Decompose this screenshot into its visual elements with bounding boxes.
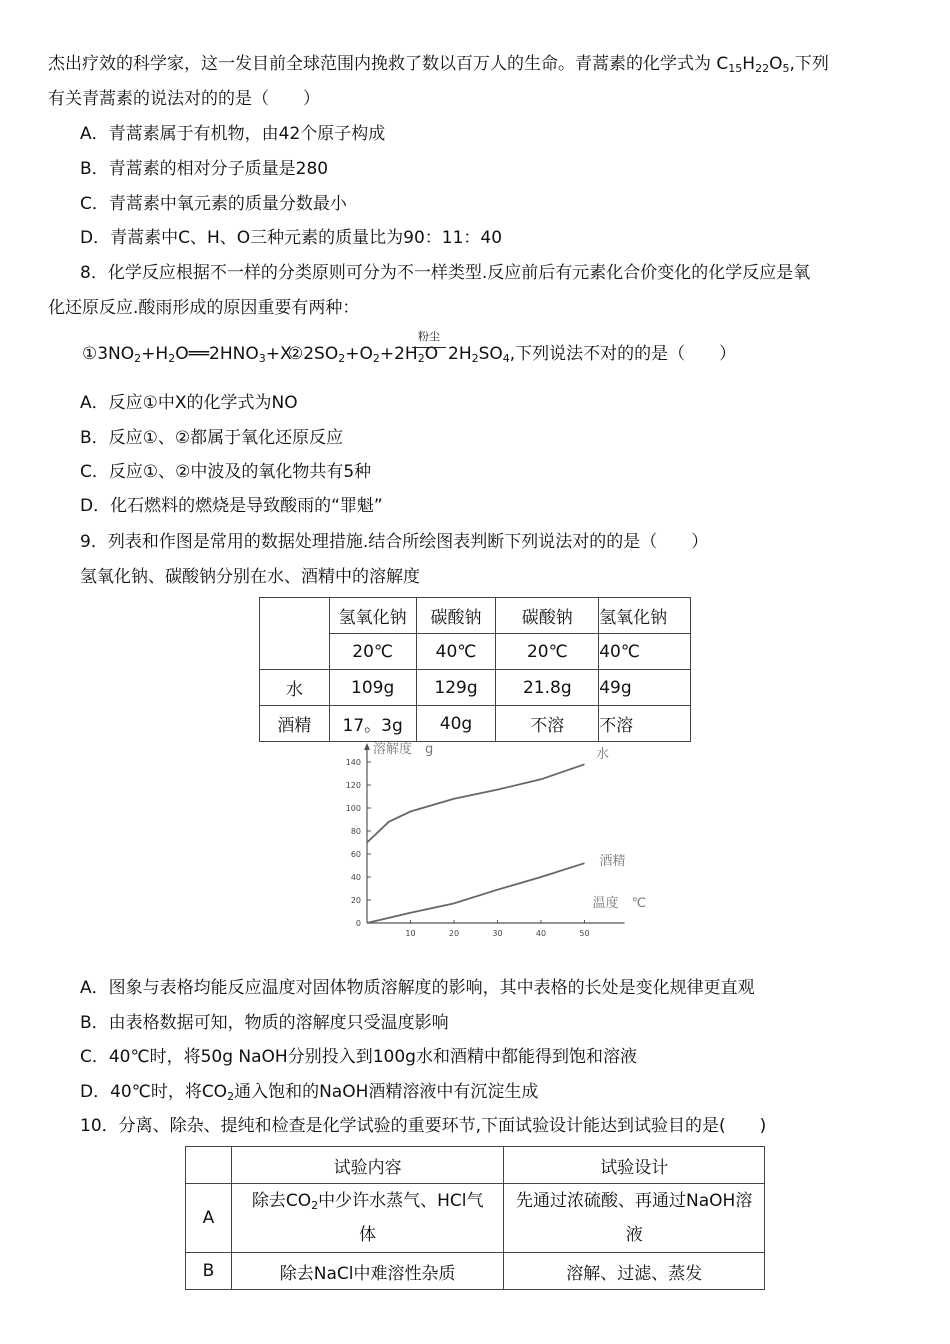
table-corner [186, 1147, 232, 1184]
table-cell: 先通过浓硫酸、再通过NaOH溶 液 [504, 1184, 765, 1253]
y-tick-label: 140 [345, 758, 361, 767]
table-temp: 20℃ [496, 634, 599, 670]
q7-option-a: A．青蒿素属于有机物，由42个原子构成 [80, 124, 386, 144]
experiment-table [185, 1146, 765, 1290]
y-tick-label: 100 [345, 804, 361, 813]
table-cell: 不溶 [599, 706, 691, 742]
q9-option-c: C．40℃时，将50g NaOH分别投入到100g水和酒精中都能得到饱和溶液 [80, 1047, 637, 1067]
table-row-label: 水 [260, 670, 330, 706]
table-cell: 129g [416, 670, 496, 706]
q8-equation-2-left: $②2SO_2+O_2+2H_2O$ [288, 344, 439, 365]
solubility-table [259, 597, 691, 742]
table-header: 碳酸钠 [416, 598, 496, 634]
y-tick-label: 0 [355, 919, 361, 928]
y-axis-arrow [364, 743, 370, 750]
table-cell: 17。3g [329, 706, 416, 742]
x-axis-label: 温度 ℃ [592, 896, 647, 911]
table-header: 氢氧化钠 [599, 598, 691, 634]
q9-option-d: D．40℃时，将$CO_2$通入饱和的NaOH酒精溶液中有沉淀生成 [80, 1082, 539, 1103]
q8-line1: 8．化学反应根据不一样的分类原则可分为不一样类型.反应前后有元素化合价变化的化学反应是氧 [80, 263, 811, 283]
solubility-chart [325, 740, 665, 955]
table-cell: 49g [599, 670, 691, 706]
q7-line1: 杰出疗效的科学家，这一发目前全球范围内挽救了数以百万人的生命。青蒿素的化学式为 $C_{15}H_{22}O_5$,下列 [48, 54, 829, 75]
series-line-0 [367, 764, 585, 842]
y-tick-label: 60 [350, 850, 361, 859]
q8-option-a: A．反应①中X的化学式为NO [80, 393, 298, 413]
q7-option-c: C．青蒿素中氧元素的质量分数最小 [80, 194, 347, 214]
q8-option-b: B．反应①、②都属于氧化还原反应 [80, 428, 344, 448]
table-cell: 40g [416, 706, 496, 742]
table-temp: 40℃ [599, 634, 691, 670]
table-cell: 21.8g [496, 670, 599, 706]
series-label: 水 [595, 747, 610, 762]
reaction-arrow [412, 347, 446, 348]
table-row-label: A [186, 1184, 232, 1253]
q7-option-b: B．青蒿素的相对分子质量是280 [80, 159, 329, 179]
table-header: 碳酸钠 [496, 598, 599, 634]
table-cell: 除去NaCl中难溶性杂质 [231, 1253, 504, 1290]
table-header: 试验内容 [231, 1147, 504, 1184]
table-row-label: B [186, 1253, 232, 1290]
table-temp: 40℃ [416, 634, 496, 670]
y-tick-label: 120 [345, 781, 361, 790]
table-cell: 溶解、过滤、蒸发 [504, 1253, 765, 1290]
series-line-1 [367, 863, 585, 923]
table-row-label: 酒精 [260, 706, 330, 742]
y-tick-label: 20 [350, 896, 361, 905]
reaction-condition: 粉尘 [418, 330, 440, 343]
q8-equation-2-right: $2H_2SO_4$,下列说法不对的的是（ ） [448, 344, 737, 365]
q9-option-b: B．由表格数据可知，物质的溶解度只受温度影响 [80, 1013, 449, 1033]
x-tick-label: 20 [448, 929, 460, 938]
series-label: 酒精 [599, 854, 626, 870]
q9-caption: 氢氧化钠、碳酸钠分别在水、酒精中的溶解度 [80, 567, 420, 587]
q9-option-a: A．图象与表格均能反应温度对固体物质溶解度的影响，其中表格的长处是变化规律更直观 [80, 978, 755, 998]
q7-option-d: D．青蒿素中C、H、O三种元素的质量比为90：11：40 [80, 228, 503, 248]
x-tick-label: 50 [579, 929, 590, 938]
table-cell: 除去$CO_2$中少许水蒸气、HCl气 体 [231, 1184, 504, 1253]
table-cell: 不溶 [496, 706, 599, 742]
x-tick-label: 40 [535, 929, 547, 938]
y-axis-label: 溶解度 g [373, 742, 434, 757]
y-tick-label: 40 [350, 873, 361, 882]
q8-option-d: D．化石燃料的燃烧是导致酸雨的“罪魁” [80, 496, 383, 516]
q7-line2: 有关青蒿素的说法对的的是（ ） [48, 89, 320, 109]
x-tick-label: 10 [405, 929, 416, 938]
table-header: 试验设计 [504, 1147, 765, 1184]
x-tick-label: 30 [492, 929, 503, 938]
q10-line1: 10．分离、除杂、提纯和检查是化学试验的重要环节,下面试验设计能达到试验目的是( ) [80, 1116, 767, 1136]
q8-option-c: C．反应①、②中波及的氧化物共有5种 [80, 462, 372, 482]
table-temp: 20℃ [329, 634, 416, 670]
q8-line2: 化还原反应.酸雨形成的原因重要有两种： [48, 298, 360, 318]
y-tick-label: 80 [350, 827, 361, 836]
q8-equation-1: $①3NO_2+H_2O══2HNO_3+X$ [82, 344, 292, 365]
table-header: 氢氧化钠 [329, 598, 416, 634]
q9-line1: 9．列表和作图是常用的数据处理措施.结合所绘图表判断下列说法对的的是（ ） [80, 532, 709, 552]
table-corner [260, 598, 330, 670]
table-cell: 109g [329, 670, 416, 706]
